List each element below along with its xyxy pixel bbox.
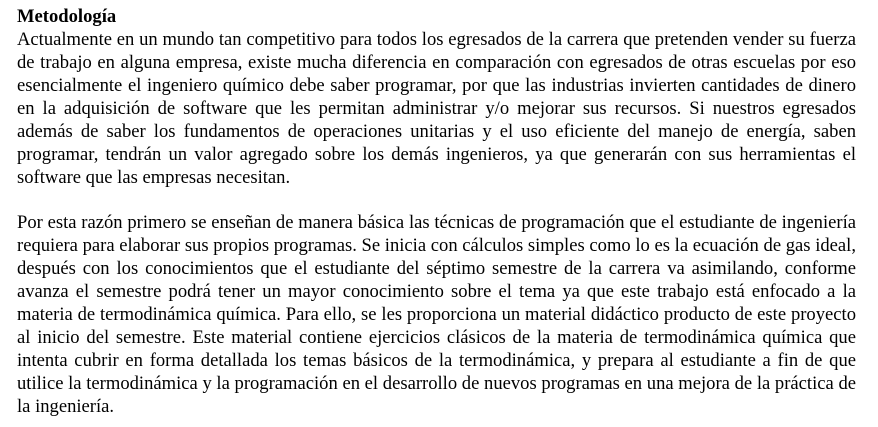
paragraph-2: Por esta razón primero se enseñan de manera básica las técnicas de programación que el estudiante de ingeniería requiera para elaborar sus propios programas. Se inicia con cálculos simples como lo es la ecuación de gas ideal, después con los conocimientos que el estudiante del séptimo semestre de la carrera va asimilando, conforme avanza el semestre podrá tener un mayor conocimiento sobre el tema ya que este trabajo está enfocado a la materia de termodinámica química. Para ello, se les proporciona un material didáctico producto de este proyecto al inicio del semestre. Este material contiene ejercicios clásicos de la materia de termodinámica química que intenta cubrir en forma detallada los temas básicos de la termodinámica, y prepara al estudiante a fin de que utilice la termodinámica y la programación en el desarrollo de nuevos programas en una mejora de la práctica de la ingeniería.	[17, 212, 856, 417]
section-heading: Metodología	[17, 6, 117, 27]
document-body	[17, 6, 856, 418]
paragraph-1: Actualmente en un mundo tan competitivo para todos los egresados de la carrera que pretenden vender su fuerza de trabajo en alguna empresa, existe mucha diferencia en comparación con egresados de otras escuelas por eso esencialmente el ingeniero químico debe saber programar, por que las industrias invierten cantidades de dinero en la adquisición de software que les permitan administrar y/o mejorar sus recursos. Si nuestros egresados además de saber los fundamentos de operaciones unitarias y el uso eficiente del manejo de energía, saben programar, tendrán un valor agregado sobre los demás ingenieros, ya que generarán con sus herramientas el software que las empresas necesitan.	[17, 29, 856, 188]
